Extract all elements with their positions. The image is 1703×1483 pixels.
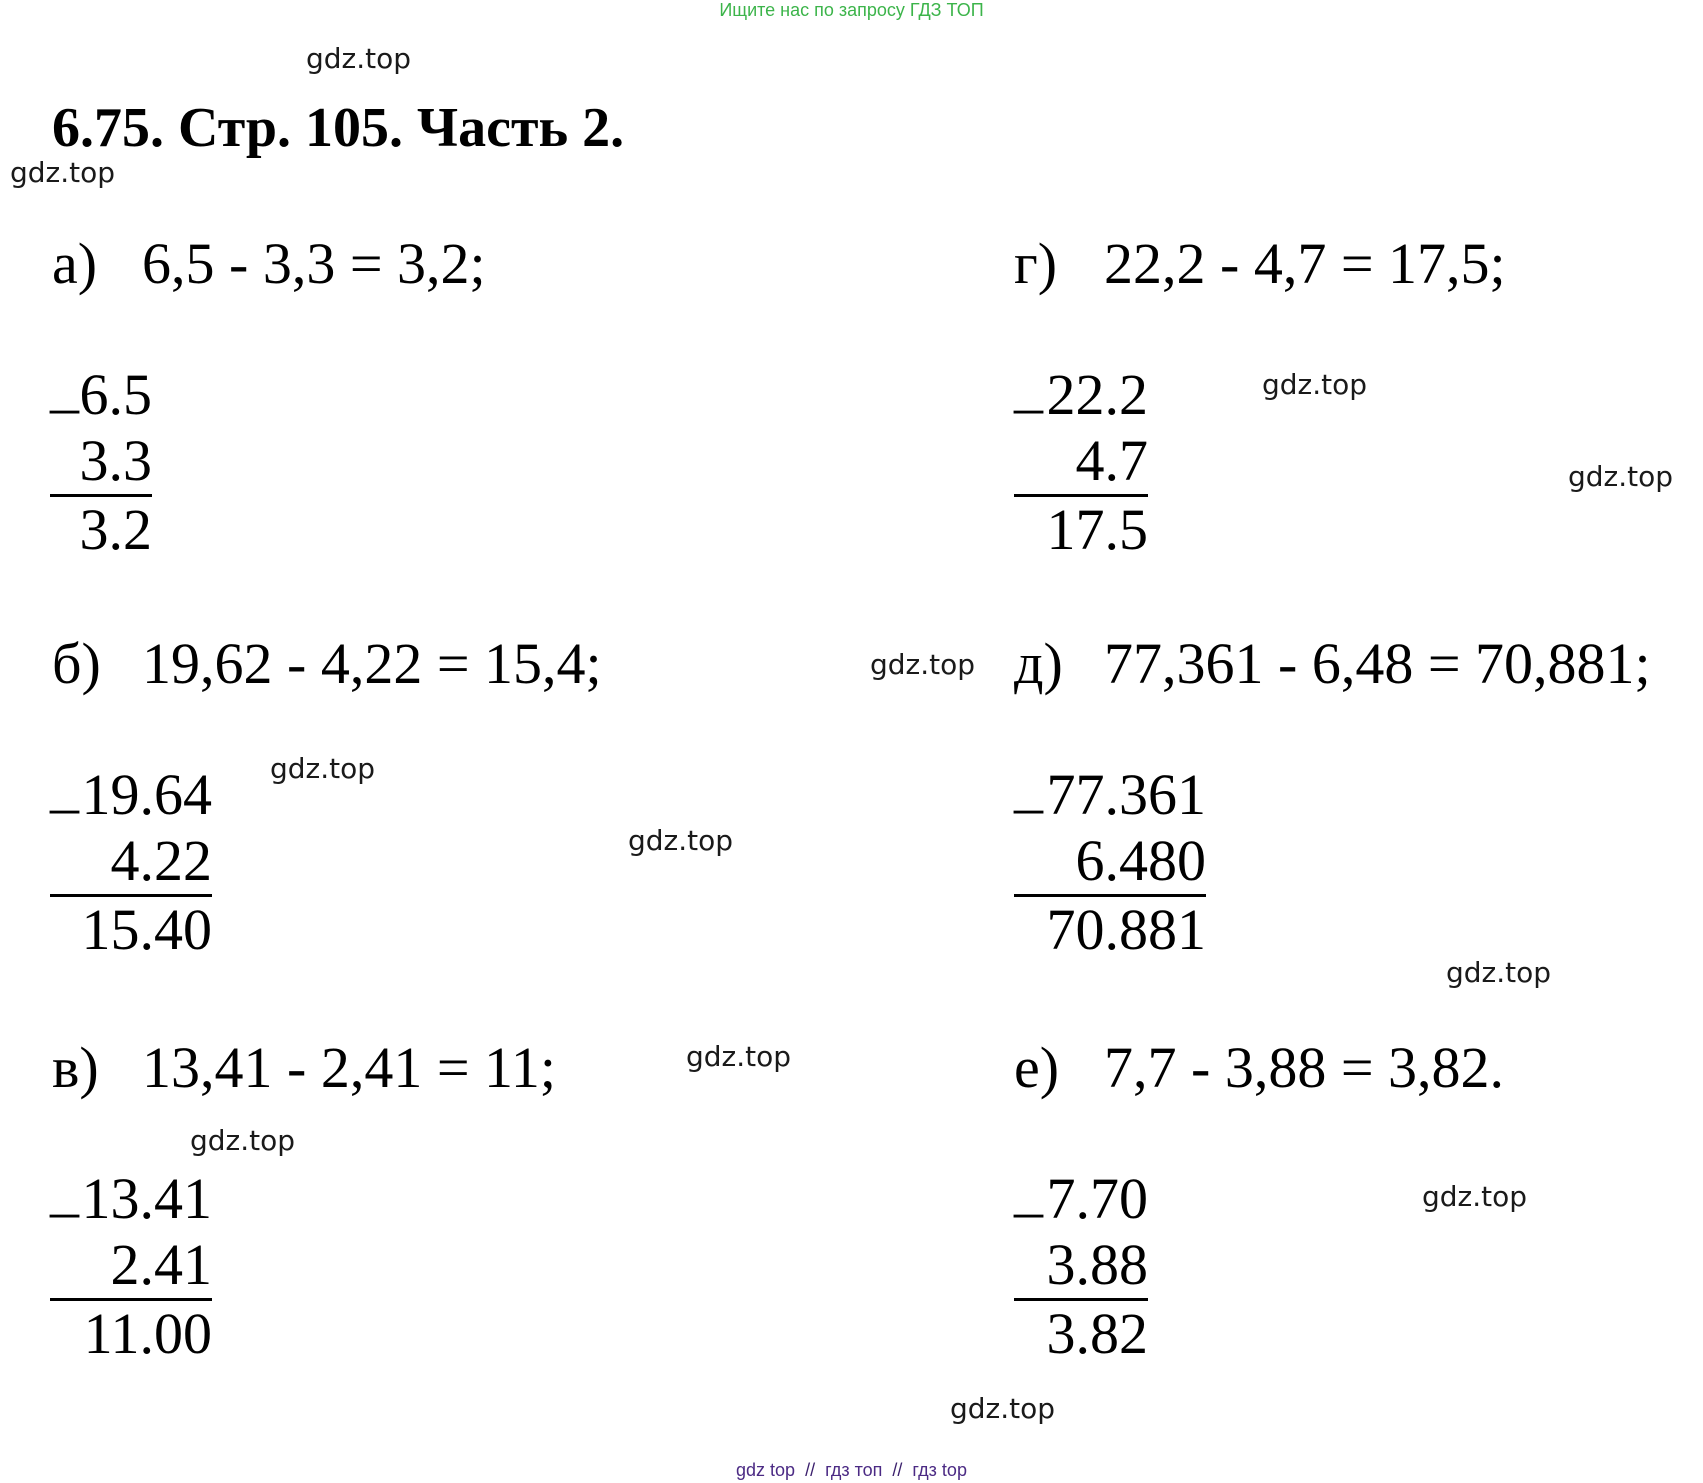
watermark: gdz.top [190, 1124, 296, 1157]
equation-v [52, 1034, 556, 1101]
equation-text: 6,5 - 3,3 = 3,2; [142, 231, 486, 296]
problem-label: е) [1014, 1035, 1060, 1100]
result: 11.00 [83, 1301, 212, 1366]
minuend: 7.70 [1046, 1166, 1148, 1231]
subtrahend: 6.480 [1075, 828, 1206, 893]
minus-sign: _ [50, 354, 79, 419]
minus-sign: _ [1014, 754, 1043, 819]
result: 70.881 [1046, 897, 1206, 962]
problem-label: б) [52, 631, 101, 696]
watermark: gdz.top [1446, 956, 1552, 989]
footer-links [0, 1460, 1703, 1481]
problem-label: а) [52, 231, 98, 296]
column-subtraction-a [50, 354, 152, 563]
footer-separator: // [805, 1460, 816, 1480]
subtrahend: 2.41 [110, 1232, 212, 1297]
minuend: 19.64 [81, 762, 212, 827]
watermark: gdz.top [270, 752, 376, 785]
watermark: gdz.top [870, 648, 976, 681]
minus-sign: _ [1014, 1158, 1043, 1223]
result: 15.40 [81, 897, 212, 962]
watermark: gdz.top [306, 42, 412, 75]
column-subtraction-d [1014, 754, 1206, 963]
watermark: gdz.top [628, 824, 734, 857]
minus-sign: _ [50, 1158, 79, 1223]
equation-b [52, 630, 602, 697]
equation-text: 19,62 - 4,22 = 15,4; [142, 631, 602, 696]
minus-sign: _ [50, 754, 79, 819]
result: 17.5 [1046, 497, 1148, 562]
problem-label: г) [1014, 231, 1058, 296]
problem-label: в) [52, 1035, 99, 1100]
equation-d [1014, 630, 1651, 697]
minuend: 22.2 [1046, 362, 1148, 427]
footer-link[interactable]: гдз топ [825, 1460, 883, 1480]
equation-e [1014, 1034, 1504, 1101]
watermark: gdz.top [686, 1040, 792, 1073]
equation-text: 77,361 - 6,48 = 70,881; [1104, 631, 1651, 696]
equation-text: 22,2 - 4,7 = 17,5; [1104, 231, 1506, 296]
problem-label: д) [1014, 631, 1063, 696]
column-subtraction-v [50, 1158, 212, 1367]
watermark: gdz.top [10, 156, 116, 189]
subtrahend: 4.22 [110, 828, 212, 893]
equation-g [1014, 230, 1506, 297]
watermark: gdz.top [1262, 368, 1368, 401]
minuend: 13.41 [81, 1166, 212, 1231]
footer-separator: // [892, 1460, 903, 1480]
watermark: gdz.top [1422, 1180, 1528, 1213]
footer-link[interactable]: гдз top [912, 1460, 967, 1480]
equation-text: 7,7 - 3,88 = 3,82. [1104, 1035, 1505, 1100]
equation-a [52, 230, 486, 297]
top-banner[interactable]: Ищите нас по запросу ГДЗ ТОП [719, 0, 984, 20]
column-subtraction-b [50, 754, 212, 963]
subtrahend: 3.3 [79, 428, 152, 493]
result: 3.2 [79, 497, 152, 562]
watermark: gdz.top [950, 1392, 1056, 1425]
minus-sign: _ [1014, 354, 1043, 419]
minuend: 77.361 [1046, 762, 1206, 827]
page-title: 6.75. Стр. 105. Часть 2. [52, 97, 625, 159]
subtrahend: 4.7 [1075, 428, 1148, 493]
footer-link[interactable]: gdz top [736, 1460, 796, 1480]
equation-text: 13,41 - 2,41 = 11; [142, 1035, 556, 1100]
column-subtraction-g [1014, 354, 1148, 563]
watermark: gdz.top [1568, 460, 1674, 493]
result: 3.82 [1046, 1301, 1148, 1366]
minuend: 6.5 [79, 362, 152, 427]
subtrahend: 3.88 [1046, 1232, 1148, 1297]
column-subtraction-e [1014, 1158, 1148, 1367]
